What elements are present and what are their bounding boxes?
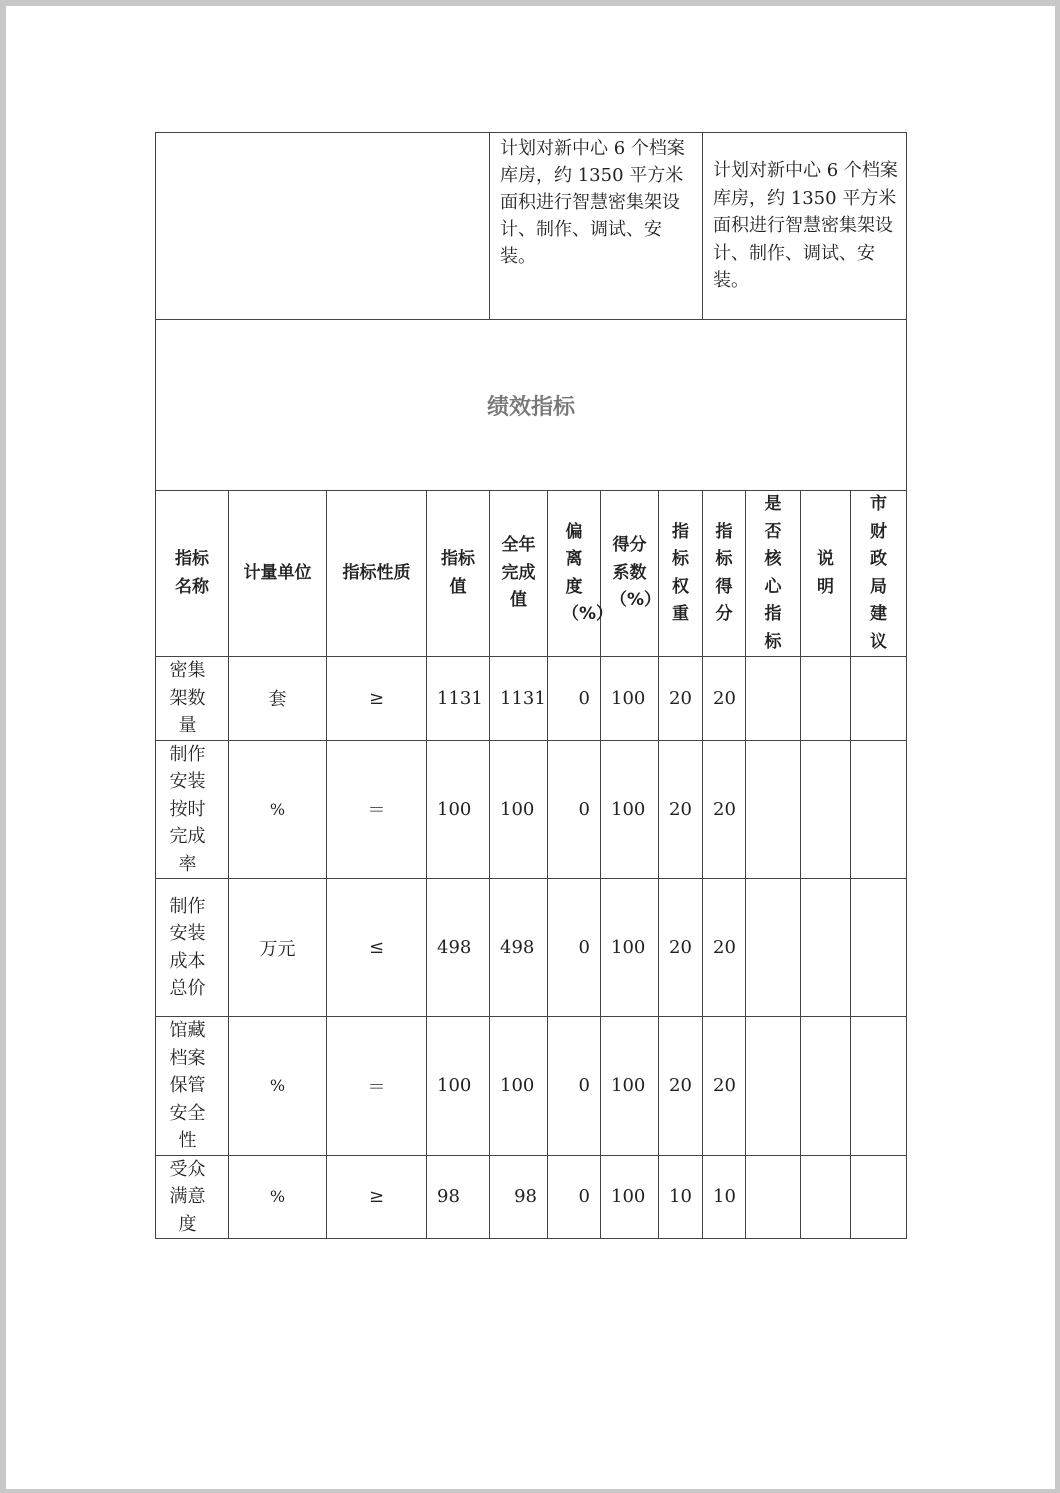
header-coefficient: 得分系数（%） bbox=[601, 491, 659, 657]
target-cell: 100 bbox=[427, 1017, 490, 1156]
deviation-cell: 0 bbox=[548, 740, 601, 879]
header-actual: 全年完成值 bbox=[490, 491, 548, 657]
deviation-cell: 0 bbox=[548, 657, 601, 741]
advice-cell bbox=[851, 740, 907, 879]
table-row bbox=[156, 879, 907, 1017]
score-cell: 20 bbox=[703, 740, 746, 879]
header-nature: 指标性质 bbox=[327, 491, 427, 657]
actual-cell: 498 bbox=[490, 879, 548, 1017]
table-row bbox=[156, 657, 907, 741]
header-unit: 计量单位 bbox=[229, 491, 327, 657]
weight-cell: 10 bbox=[659, 1155, 703, 1239]
target-cell: 98 bbox=[427, 1155, 490, 1239]
coefficient-cell: 100 bbox=[601, 657, 659, 741]
target-cell: 498 bbox=[427, 879, 490, 1017]
indicator-name: 制作安装按时完成率 bbox=[156, 740, 229, 879]
unit-cell: % bbox=[229, 1017, 327, 1156]
core-cell bbox=[746, 740, 801, 879]
indicator-name: 制作安装成本总价 bbox=[156, 879, 229, 1017]
table-row bbox=[156, 740, 907, 879]
nature-cell: ≤ bbox=[327, 879, 427, 1017]
actual-text: 计划对新中心 6 个档案库房，约 1350 平方米面积进行智慧密集架设计、制作、调试、安装。 bbox=[703, 133, 907, 320]
unit-cell: % bbox=[229, 740, 327, 879]
deviation-cell: 0 bbox=[548, 1155, 601, 1239]
note-cell bbox=[801, 657, 851, 741]
section-title-row bbox=[156, 320, 907, 491]
document-page bbox=[6, 6, 1055, 1489]
header-note: 说明 bbox=[801, 491, 851, 657]
advice-cell bbox=[851, 879, 907, 1017]
advice-cell bbox=[851, 1155, 907, 1239]
header-advice: 市财政局建议 bbox=[851, 491, 907, 657]
indicator-name: 密集架数量 bbox=[156, 657, 229, 741]
core-cell bbox=[746, 879, 801, 1017]
header-deviation: 偏离度（%） bbox=[548, 491, 601, 657]
coefficient-cell: 100 bbox=[601, 1155, 659, 1239]
actual-cell: 1131 bbox=[490, 657, 548, 741]
empty-cell bbox=[156, 133, 490, 320]
table-row bbox=[156, 1155, 907, 1239]
target-cell: 1131 bbox=[427, 657, 490, 741]
header-weight: 指标权重 bbox=[659, 491, 703, 657]
core-cell bbox=[746, 657, 801, 741]
actual-cell: 100 bbox=[490, 1017, 548, 1156]
weight-cell: 20 bbox=[659, 657, 703, 741]
weight-cell: 20 bbox=[659, 1017, 703, 1156]
coefficient-cell: 100 bbox=[601, 740, 659, 879]
actual-cell: 100 bbox=[490, 740, 548, 879]
plan-row bbox=[156, 133, 907, 320]
unit-cell: 万元 bbox=[229, 879, 327, 1017]
header-row bbox=[156, 491, 907, 657]
core-cell bbox=[746, 1017, 801, 1156]
target-cell: 100 bbox=[427, 740, 490, 879]
weight-cell: 20 bbox=[659, 879, 703, 1017]
coefficient-cell: 100 bbox=[601, 1017, 659, 1156]
indicator-name: 馆藏档案保管安全性 bbox=[156, 1017, 229, 1156]
score-cell: 10 bbox=[703, 1155, 746, 1239]
unit-cell: % bbox=[229, 1155, 327, 1239]
note-cell bbox=[801, 1155, 851, 1239]
score-cell: 20 bbox=[703, 1017, 746, 1156]
performance-table bbox=[155, 132, 907, 1239]
advice-cell bbox=[851, 657, 907, 741]
header-target: 指标值 bbox=[427, 491, 490, 657]
note-cell bbox=[801, 1017, 851, 1156]
score-cell: 20 bbox=[703, 657, 746, 741]
plan-text: 计划对新中心 6 个档案库房，约 1350 平方米面积进行智慧密集架设计、制作、调试、安装。 bbox=[490, 133, 703, 320]
header-core: 是否核心指标 bbox=[746, 491, 801, 657]
score-cell: 20 bbox=[703, 879, 746, 1017]
nature-cell: ＝ bbox=[327, 1017, 427, 1156]
table-row bbox=[156, 1017, 907, 1156]
actual-cell: 98 bbox=[490, 1155, 548, 1239]
indicator-name: 受众满意度 bbox=[156, 1155, 229, 1239]
note-cell bbox=[801, 740, 851, 879]
section-title: 绩效指标 bbox=[156, 320, 907, 491]
nature-cell: ≥ bbox=[327, 657, 427, 741]
header-name: 指标名称 bbox=[156, 491, 229, 657]
nature-cell: ＝ bbox=[327, 740, 427, 879]
weight-cell: 20 bbox=[659, 740, 703, 879]
nature-cell: ≥ bbox=[327, 1155, 427, 1239]
coefficient-cell: 100 bbox=[601, 879, 659, 1017]
unit-cell: 套 bbox=[229, 657, 327, 741]
note-cell bbox=[801, 879, 851, 1017]
advice-cell bbox=[851, 1017, 907, 1156]
deviation-cell: 0 bbox=[548, 879, 601, 1017]
deviation-cell: 0 bbox=[548, 1017, 601, 1156]
header-score: 指标得分 bbox=[703, 491, 746, 657]
core-cell bbox=[746, 1155, 801, 1239]
